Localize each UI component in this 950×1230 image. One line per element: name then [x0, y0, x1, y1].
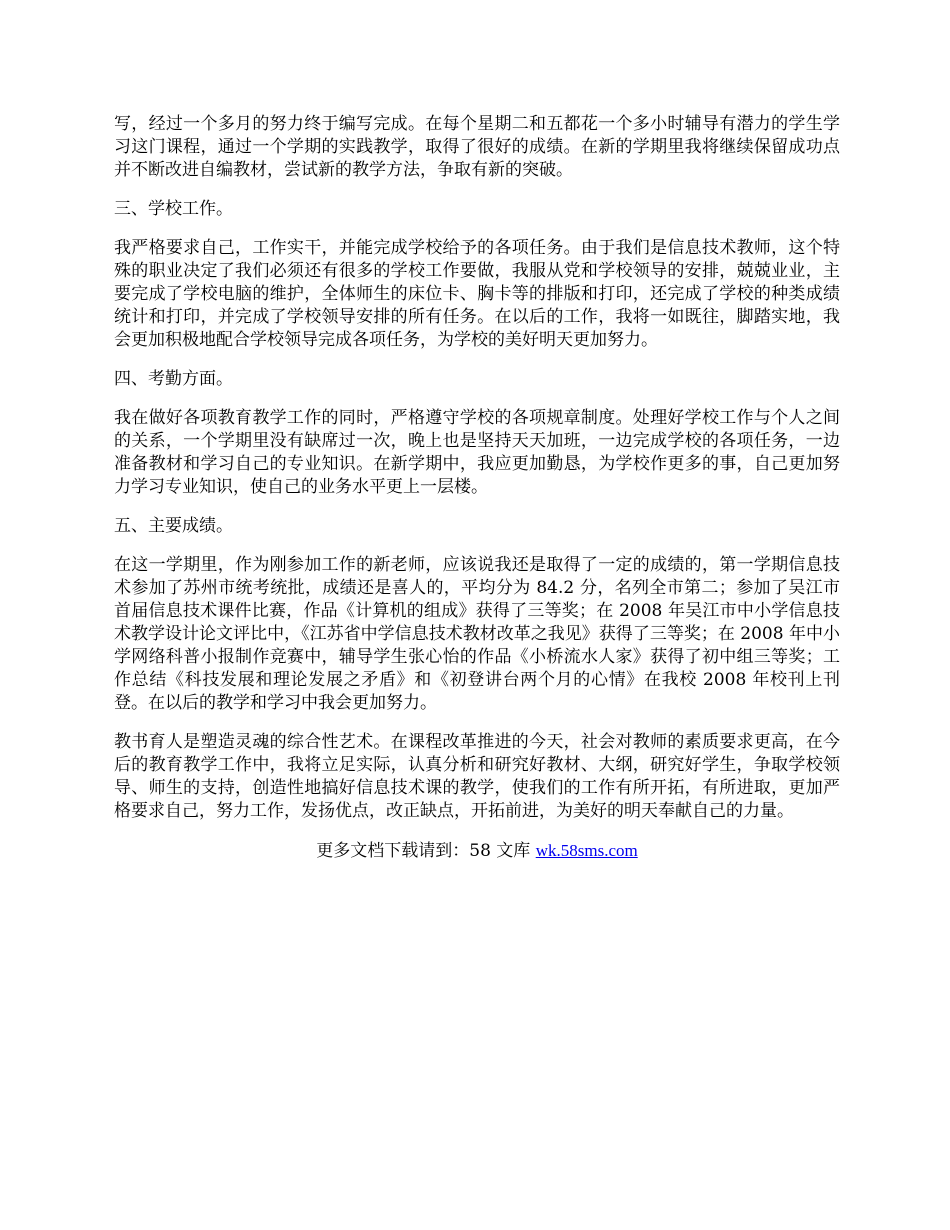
footer-download-note	[114, 839, 840, 863]
section-heading-attendance: 四、考勤方面。	[114, 369, 233, 389]
paragraph-attendance: 我在做好各项教育教学工作的同时，严格遵守学校的各项规章制度。处理好学校工作与个人之间的关系，一个学期里没有缺席过一次，晚上也是坚持天天加班，一边完成学校的各项任务，一边准备教材和学习自己的专业知识。在新学期中，我应更加勤恳，为学校作更多的事，自己更加努力学习专业知识，使自己的业务水平更上一层楼。	[114, 408, 840, 497]
paragraph-achievements: 在这一学期里，作为刚参加工作的新老师，应该说我还是取得了一定的成绩的，第一学期信息技术参加了苏州市统考统批，成绩还是喜人的，平均分为 84.2 分，名列全市第二；参加了吴江市首届信息技术课件比赛，作品《计算机的组成》获得了三等奖；在 2008 年吴江市中小学信息技术教学设计论文评比中，《江苏省中学信息技术教材改革之我见》获得了三等奖；在 2008 年中小学网络科普小报制作竞赛中，辅导学生张心怡的作品《小桥流水人家》获得了初中组三等奖；工作总结《科技发展和理论发展之矛盾》和《初登讲台两个月的心情》在我校 2008 年校刊上刊登。在以后的教学和学习中我会更加努力。	[114, 555, 840, 713]
footer-prefix: 更多文档下载请到：58 文库	[316, 841, 536, 861]
paragraph-school-work: 我严格要求自己，工作实干，并能完成学校给予的各项任务。由于我们是信息技术教师，这个特殊的职业决定了我们必须还有很多的学校工作要做，我服从党和学校领导的安排，兢兢业业，主要完成了学校电脑的维护，全体师生的床位卡、胸卡等的排版和打印，还完成了学校的种类成绩统计和打印，并完成了学校领导安排的所有任务。在以后的工作，我将一如既往，脚踏实地，我会更加积极地配合学校领导完成各项任务，为学校的美好明天更加努力。	[114, 238, 840, 350]
document-page	[114, 113, 840, 863]
footer-site-link[interactable]: wk.58sms.com	[535, 841, 638, 860]
paragraph-conclusion: 教书育人是塑造灵魂的综合性艺术。在课程改革推进的今天，社会对教师的素质要求更高，在今后的教育教学工作中，我将立足实际，认真分析和研究好教材、大纲，研究好学生，争取学校领导、师生的支持，创造性地搞好信息技术课的教学，使我们的工作有所开拓，有所进取，更加严格要求自己，努力工作，发扬优点，改正缺点，开拓前进，为美好的明天奉献自己的力量。	[114, 732, 840, 821]
section-heading-achievements: 五、主要成绩。	[114, 516, 233, 536]
paragraph-textbook-writing: 写，经过一个多月的努力终于编写完成。在每个星期二和五都花一个多小时辅导有潜力的学生学习这门课程，通过一个学期的实践教学，取得了很好的成绩。在新的学期里我将继续保留成功点并不断改进自编教材，尝试新的教学方法，争取有新的突破。	[114, 114, 840, 180]
section-heading-school-work: 三、学校工作。	[114, 199, 233, 219]
